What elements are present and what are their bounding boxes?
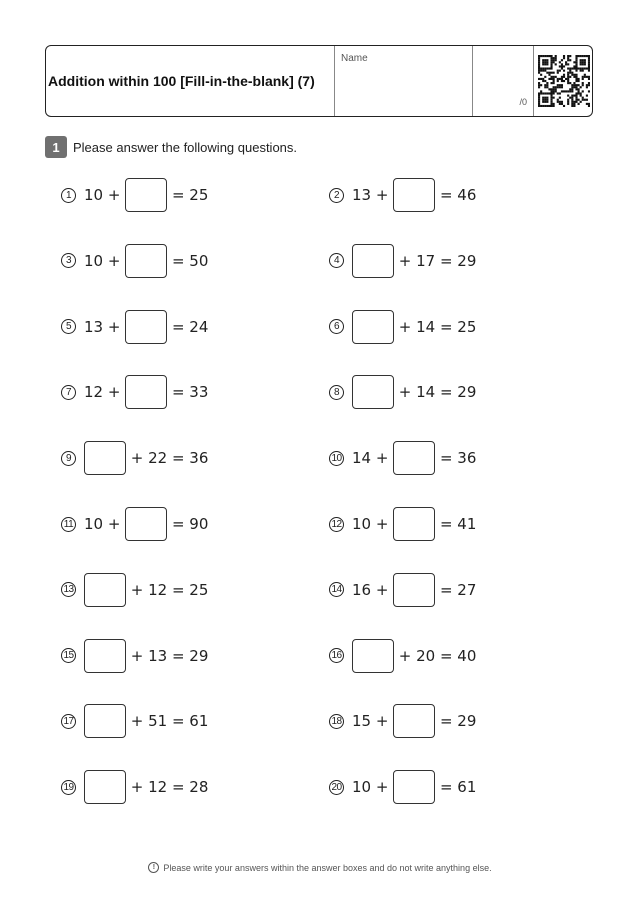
score-field xyxy=(473,46,534,116)
worksheet-header xyxy=(45,45,593,117)
answer-box[interactable] xyxy=(393,573,435,607)
problem-12 xyxy=(329,506,476,542)
answer-box[interactable] xyxy=(352,639,394,673)
problem-left-text: 10 + xyxy=(352,515,394,533)
problem-number: 4 xyxy=(329,253,344,268)
qr-code xyxy=(534,46,592,116)
problem-16 xyxy=(329,638,476,674)
problem-left-text: 15 + xyxy=(352,712,394,731)
problem-left-text: 16 + xyxy=(352,580,394,599)
problem-right-text: = 33 xyxy=(167,383,209,402)
problem-right-text: = 41 xyxy=(435,515,477,533)
problem-number: 15 xyxy=(61,648,76,663)
problem-number: 5 xyxy=(61,319,76,334)
section-number-badge: 1 xyxy=(45,136,67,158)
problem-8 xyxy=(329,374,476,410)
answer-box[interactable] xyxy=(393,507,435,541)
problem-number: 2 xyxy=(329,188,344,203)
answer-box[interactable] xyxy=(125,310,167,344)
problem-right-text: = 90 xyxy=(167,515,209,533)
problem-10 xyxy=(329,440,476,476)
problem-19 xyxy=(61,769,208,805)
footer-note xyxy=(0,862,640,873)
answer-box[interactable] xyxy=(84,573,126,607)
problem-5 xyxy=(61,309,208,345)
problem-right-text: + 20 = 40 xyxy=(394,646,477,665)
problem-right-text: = 24 xyxy=(167,317,209,336)
problem-number: 1 xyxy=(61,188,76,203)
problem-1 xyxy=(61,177,208,213)
problem-right-text: + 14 = 25 xyxy=(394,317,477,336)
answer-box[interactable] xyxy=(393,770,435,804)
problem-right-text: + 51 = 61 xyxy=(126,712,209,731)
problem-13 xyxy=(61,572,208,608)
section-heading xyxy=(45,136,297,158)
problem-number: 3 xyxy=(61,253,76,268)
problem-2 xyxy=(329,177,476,213)
answer-box[interactable] xyxy=(84,441,126,475)
score-value: /0 xyxy=(519,97,527,107)
answer-box[interactable] xyxy=(84,639,126,673)
info-icon: ! xyxy=(148,862,159,873)
answer-box[interactable] xyxy=(352,310,394,344)
answer-box[interactable] xyxy=(393,178,435,212)
name-label: Name xyxy=(341,53,368,64)
problem-4 xyxy=(329,243,476,279)
problem-number: 13 xyxy=(61,582,76,597)
problem-number: 19 xyxy=(61,780,76,795)
problem-right-text: + 14 = 29 xyxy=(394,383,477,402)
problem-14 xyxy=(329,572,476,608)
problem-17 xyxy=(61,703,208,739)
problem-right-text: + 12 = 25 xyxy=(126,580,209,599)
problem-number: 16 xyxy=(329,648,344,663)
problem-left-text: 14 + xyxy=(352,449,394,468)
problem-left-text: 12 + xyxy=(84,383,126,402)
problem-right-text: = 29 xyxy=(435,712,477,731)
problem-left-text: 10 + xyxy=(352,778,394,797)
problem-left-text: 13 + xyxy=(84,317,126,336)
problem-number: 12 xyxy=(329,517,344,532)
section-instruction: Please answer the following questions. xyxy=(73,139,298,155)
answer-box[interactable] xyxy=(84,704,126,738)
answer-box[interactable] xyxy=(125,244,167,278)
answer-box[interactable] xyxy=(393,441,435,475)
problem-number: 9 xyxy=(61,451,76,466)
problem-number: 7 xyxy=(61,385,76,400)
problem-number: 18 xyxy=(329,714,344,729)
problem-left-text: 10 + xyxy=(84,186,126,204)
problem-6 xyxy=(329,309,476,345)
problem-right-text: = 50 xyxy=(167,251,209,270)
problem-number: 17 xyxy=(61,714,76,729)
problem-right-text: = 46 xyxy=(435,186,477,204)
footer-text: Please write your answers within the answer boxes and do not write anything else. xyxy=(163,862,492,873)
problem-number: 14 xyxy=(329,582,344,597)
problem-left-text: 10 + xyxy=(84,515,126,533)
name-field[interactable] xyxy=(335,46,473,116)
problem-3 xyxy=(61,243,208,279)
answer-box[interactable] xyxy=(84,770,126,804)
problem-number: 8 xyxy=(329,385,344,400)
answer-box[interactable] xyxy=(125,507,167,541)
answer-box[interactable] xyxy=(352,244,394,278)
problem-right-text: = 25 xyxy=(167,186,209,204)
problem-left-text: 10 + xyxy=(84,251,126,270)
problem-11 xyxy=(61,506,208,542)
answer-box[interactable] xyxy=(393,704,435,738)
problem-right-text: + 12 = 28 xyxy=(126,778,209,797)
problem-number: 20 xyxy=(329,780,344,795)
problem-9 xyxy=(61,440,208,476)
problem-7 xyxy=(61,374,208,410)
answer-box[interactable] xyxy=(125,375,167,409)
qr-code-icon xyxy=(538,55,590,107)
problem-left-text: 13 + xyxy=(352,186,394,204)
page-title: Addition within 100 [Fill-in-the-blank] (7) xyxy=(46,46,335,116)
problem-right-text: = 36 xyxy=(435,449,477,468)
answer-box[interactable] xyxy=(125,178,167,212)
problem-number: 10 xyxy=(329,451,344,466)
problem-right-text: + 22 = 36 xyxy=(126,449,209,468)
problem-right-text: + 17 = 29 xyxy=(394,251,477,270)
problem-number: 11 xyxy=(61,517,76,532)
problem-20 xyxy=(329,769,476,805)
problem-15 xyxy=(61,638,208,674)
problem-right-text: + 13 = 29 xyxy=(126,646,209,665)
problem-right-text: = 27 xyxy=(435,580,477,599)
problem-18 xyxy=(329,703,476,739)
problem-number: 6 xyxy=(329,319,344,334)
answer-box[interactable] xyxy=(352,375,394,409)
problem-right-text: = 61 xyxy=(435,778,477,797)
